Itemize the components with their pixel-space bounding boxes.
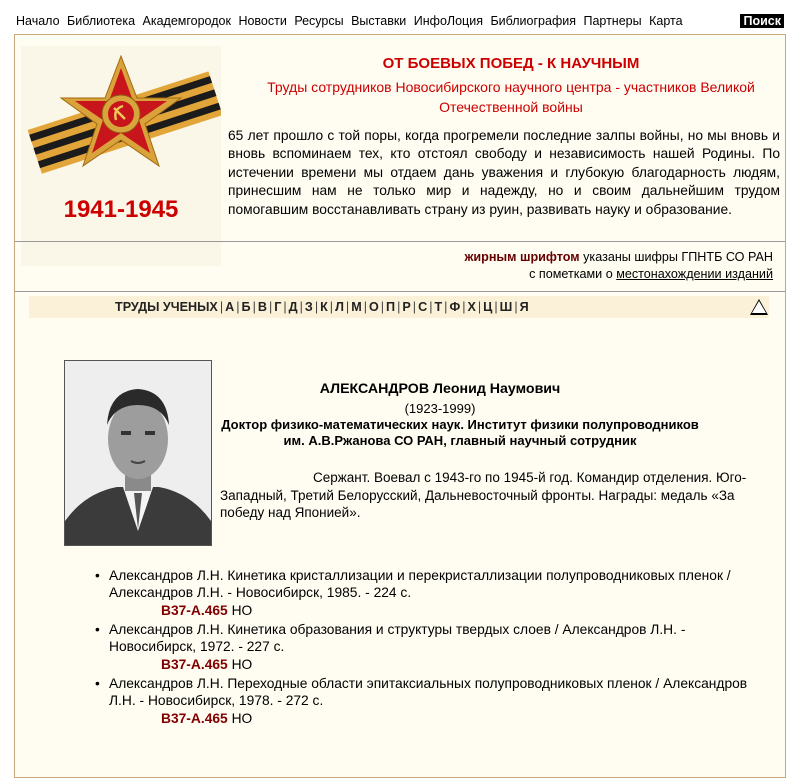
nav-link-exhibitions[interactable]: Выставки [351, 14, 407, 28]
bio-text: Сержант. Воевал с 1943-го по 1945-й год. Командир отделения. Юго-Западный, Третий Белорусский, Дальневосточный фронты. Награды: медаль «За победу над Японией». [220, 470, 747, 520]
letter-link-sh[interactable]: Ш [499, 300, 513, 314]
nav-link-news[interactable]: Новости [238, 14, 287, 28]
letter-link-f[interactable]: Ф [449, 300, 461, 314]
letter-link-ya[interactable]: Я [519, 300, 529, 314]
divider [15, 241, 785, 242]
list-item [95, 621, 755, 673]
bullet-icon: • [95, 568, 100, 583]
alphabet-index: ТРУДЫ УЧЕНЫХ | А | Б | В | Г | Д | З | К | Л | М | О | П | Р | С | Т | Ф | Х | Ц | Ш | Я [29, 296, 769, 318]
note-text-1: указаны шифры ГПНТБ СО РАН [579, 250, 773, 264]
letter-link-t[interactable]: Т [434, 300, 443, 314]
letter-link-r[interactable]: Р [402, 300, 411, 314]
page-title: ОТ БОЕВЫХ ПОБЕД - К НАУЧНЫМ [382, 55, 640, 72]
letter-link-o[interactable]: О [368, 300, 379, 314]
letter-link-g[interactable]: Г [274, 300, 282, 314]
note-bold-text: жирным шрифтом [464, 250, 580, 264]
letter-link-h[interactable]: Х [467, 300, 476, 314]
list-item [95, 675, 755, 727]
work-citation: Александров Л.Н. Кинетика образования и структуры твердых слоев / Александров Л.Н. - Новосибирск, 1972. - 227 с. [109, 622, 686, 654]
letter-link-b[interactable]: Б [241, 300, 251, 314]
cipher-note [464, 249, 773, 283]
divider [15, 291, 785, 292]
work-mark: НО [231, 657, 253, 672]
letter-link-l[interactable]: Л [335, 300, 344, 314]
work-mark: НО [231, 603, 253, 618]
work-mark: НО [231, 711, 253, 726]
letter-link-ts[interactable]: Ц [483, 300, 493, 314]
intro-text: 65 лет прошло с той поры, когда прогремели последние залпы войны, но мы вновь и вновь вспоминаем тех, кто отстоял свободу и независимость нашей Родины. По истечении времени мы отдаем дань уважения и глубокую благодарность людям, принесшим нам не только мир и надежду, но и своим дальнейшим трудом помогавшим восстанавливать страну из руин, развивать науку и образование. [228, 128, 780, 217]
order-star-icon [21, 46, 221, 186]
work-citation: Александров Л.Н. Переходные области эпитаксиальных полупроводниковых пленок / Александров Л.Н. - Новосибирск, 1978. - 272 с. [109, 676, 748, 708]
portrait-photo [64, 360, 212, 546]
nav-link-bibliography[interactable]: Библиография [490, 14, 576, 28]
nav-link-library[interactable]: Библиотека [67, 14, 136, 28]
work-citation: Александров Л.Н. Кинетика кристаллизации и перекристаллизации полупроводниковых пленок / Александров Л.Н. - Новосибирск, 1985. - 224 с. [109, 568, 731, 600]
search-button[interactable]: Поиск [740, 14, 784, 28]
letter-link-m[interactable]: М [351, 300, 362, 314]
person-years: (1923-1999) [404, 401, 476, 416]
work-cipher: В37-А.465 [161, 657, 228, 672]
letter-link-v[interactable]: В [257, 300, 267, 314]
letter-link-d[interactable]: Д [288, 300, 298, 314]
war-years: 1941-1945 [63, 196, 179, 223]
work-cipher: В37-А.465 [161, 603, 228, 618]
back-to-top-icon[interactable] [750, 299, 768, 315]
list-item [95, 567, 755, 619]
nav-link-home[interactable]: Начало [16, 14, 60, 28]
person-bio [220, 469, 750, 522]
note-text-2: с пометками о [529, 267, 617, 281]
letter-link-s[interactable]: С [418, 300, 428, 314]
bullet-icon: • [95, 622, 100, 637]
work-cipher: В37-А.465 [161, 711, 228, 726]
letter-link-z[interactable]: З [304, 300, 313, 314]
bullet-icon: • [95, 676, 100, 691]
letter-link-a[interactable]: А [225, 300, 235, 314]
scientists-works-link[interactable]: ТРУДЫ УЧЕНЫХ [115, 300, 218, 314]
page-subtitle: Труды сотрудников Новосибирского научного центра - участников Великой Отечественной войны [267, 79, 755, 115]
person-name: АЛЕКСАНДРОВ Леонид Наумович [319, 381, 561, 397]
letter-link-p[interactable]: П [386, 300, 396, 314]
works-list [95, 567, 755, 729]
nav-link-infolocia[interactable]: ИнфоЛоция [413, 14, 483, 28]
nav-link-resources[interactable]: Ресурсы [294, 14, 344, 28]
nav-link-akademgorodok[interactable]: Академгородок [142, 14, 231, 28]
location-link[interactable]: местонахождении изданий [616, 267, 773, 281]
person-degree: Доктор физико-математических наук. Институт физики полупроводников им. А.В.Ржанова СО РАН, главный научный сотрудник [221, 417, 699, 448]
nav-link-map[interactable]: Карта [649, 14, 683, 28]
letter-link-k[interactable]: К [320, 300, 328, 314]
top-navigation [16, 14, 784, 30]
nav-link-partners[interactable]: Партнеры [583, 14, 642, 28]
content-frame [14, 34, 786, 778]
victory-banner [21, 46, 221, 266]
